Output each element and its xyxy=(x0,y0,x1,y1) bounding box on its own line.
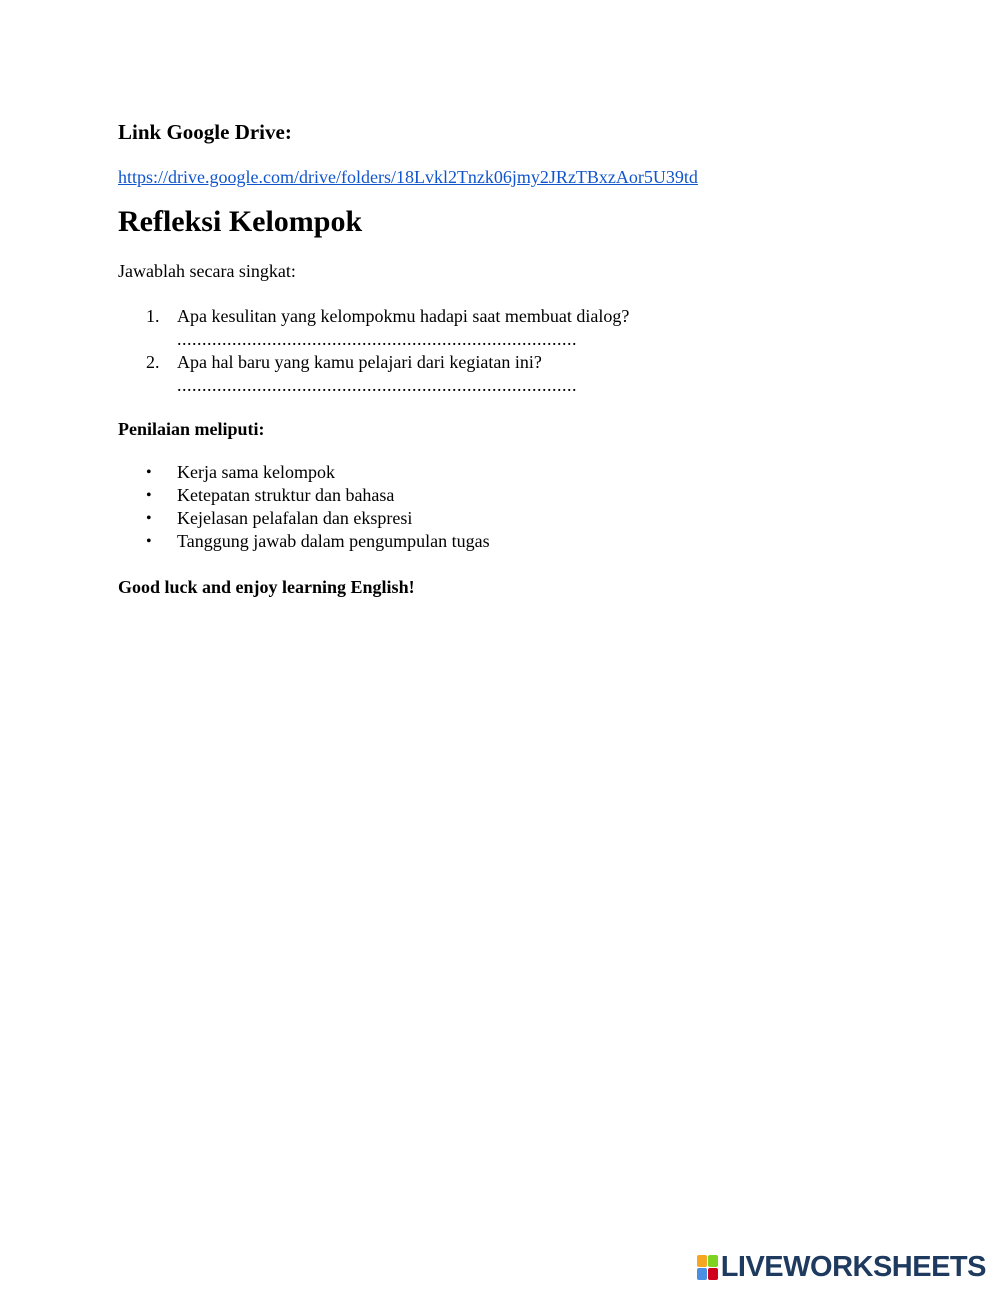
answer-line: ................................................................................ xyxy=(177,329,577,349)
bullet-icon: • xyxy=(146,487,152,504)
question-item xyxy=(118,305,918,351)
link-heading: Link Google Drive: xyxy=(118,120,292,144)
question-list xyxy=(118,305,918,397)
bullet-icon: • xyxy=(146,533,152,550)
question-number: 2. xyxy=(146,352,160,372)
assessment-item-text: Kejelasan pelafalan dan ekspresi xyxy=(177,508,413,528)
assessment-item-text: Ketepatan struktur dan bahasa xyxy=(177,485,395,505)
assessment-item-text: Kerja sama kelompok xyxy=(177,462,335,482)
logo-mark-icon xyxy=(697,1255,718,1280)
assessment-item xyxy=(118,530,918,553)
question-text: Apa kesulitan yang kelompokmu hadapi saat membuat dialog? xyxy=(177,306,630,326)
assessment-item-text: Tanggung jawab dalam pengumpulan tugas xyxy=(177,531,490,551)
bullet-icon: • xyxy=(146,464,152,481)
bullet-icon: • xyxy=(146,510,152,527)
assessment-item xyxy=(118,484,918,507)
assessment-list xyxy=(118,461,918,553)
logo-text: LIVEWORKSHEETS xyxy=(720,1251,986,1283)
question-text: Apa hal baru yang kamu pelajari dari kegiatan ini? xyxy=(177,352,542,372)
instruction-text: Jawablah secara singkat: xyxy=(118,261,296,281)
assessment-title: Penilaian meliputi: xyxy=(118,419,265,439)
google-drive-link[interactable]: https://drive.google.com/drive/folders/18Lvkl2Tnzk06jmy2JRzTBxzAor5U39td xyxy=(118,167,698,187)
assessment-item xyxy=(118,507,918,530)
reflection-title: Refleksi Kelompok xyxy=(118,205,363,238)
logo-mark-square xyxy=(697,1268,707,1280)
logo-mark-square xyxy=(708,1268,718,1280)
answer-line: ................................................................................ xyxy=(177,375,577,395)
question-number: 1. xyxy=(146,306,160,326)
document-body xyxy=(118,118,918,599)
assessment-item xyxy=(118,461,918,484)
logo-mark-square xyxy=(697,1255,707,1267)
liveworksheets-logo[interactable] xyxy=(697,1252,986,1282)
closing-text: Good luck and enjoy learning English! xyxy=(118,577,415,597)
question-item xyxy=(118,351,918,397)
logo-mark-square xyxy=(708,1255,718,1267)
